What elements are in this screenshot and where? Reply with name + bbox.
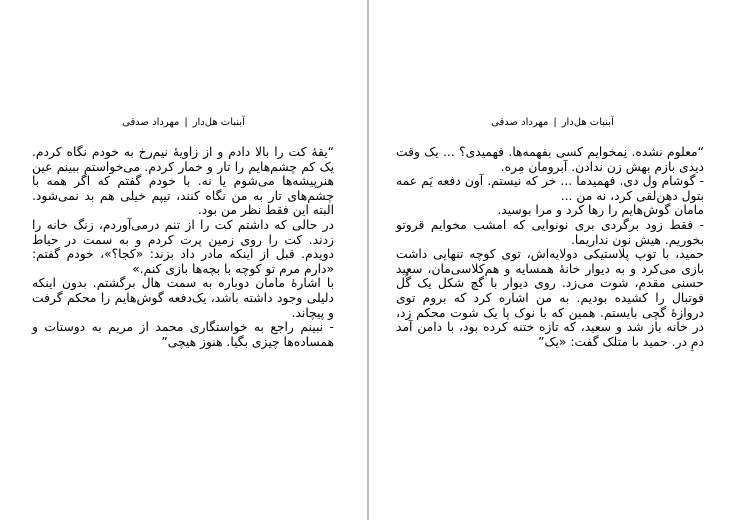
author-name: مهرداد صدقی — [122, 117, 180, 128]
page-body-text: “معلوم نشده. نِمخوایم کسی بفهمه‌ها. فهمیدی؟ ... یک وقت دیدی بازم بهش زن ندادن. آبرومان مِره. - گوشام ول دی. فهمیدما ... خر که نیستم. آون دفعه یَم عمه بتول دهن‌لقی کرد، نه من ... مامان گوش‌هایم را رها کرد و مرا بوسید. - فقط زود برگردی بری نونوایی که امشب مخوایم قروتو بخوریم. هیش نون نداریما. حمید، با توپ پلاستیکی دولایه‌اش، توی کوچه تنهایی داشت بازی می‌کرد و به دیوار خانهٔ همسایه و هم‌کلاسی‌مان، سعید حسنی مقدم، شوت می‌زد. روی دیوار با گچ شکل یک گُل فوتبال را کشیده بودیم. به من اشاره کرد که بروم توی دروازهٔ گچی بایستم. همین که با نوک پا یک شوت محکم زد، در خانه باز شد و سعید، که تازه ختنه کرده بود، با دامن آمد دمِ در. حمید با متلک گفت: «یک” — [396, 145, 704, 349]
header-separator: | — [553, 117, 557, 128]
book-title: آبنبات هل‌دار — [192, 117, 245, 128]
left-page — [0, 0, 367, 520]
header-separator: | — [184, 117, 188, 128]
page-body-text: “یقهٔ کت را بالا دادم و از زاویهٔ نیم‌رخ به خودم نگاه کردم. یک کم چشم‌هایم را تار و خمار کردم. می‌خواستم ببینم عین هنرپیشه‌ها می‌شوم یا نه. با خودم گفتم که اگر همه با چشم‌های تار به من نگاه کنند، تیپم خیلی هم بد نمی‌شود. البته این فقط نظر من بود. در حالی که داشتم کت را از تنم درمی‌آوردم، زنگ خانه را زدند. کت را روی زمین پرت کردم و به سمت در حیاط دویدم. قبل از اینکه مادر داد بزند: «کجا؟»، خودم گفتم: «دارم مرم تو کوچه با بچه‌ها بازی کنم.» با اشارهٔ مامان دوباره به سمت هال برگشتم. بدون اینکه دلیلی وجود داشته باشد، یک‌دفعه گوش‌هایم را محکم گرفت و پیچاند. - نبینم راجع به خواستگاری محمد از مریم به دوستات و همساده‌ها چیزی بگیا. هنوز هیچی” — [32, 145, 334, 349]
right-page — [369, 0, 736, 520]
running-header — [369, 117, 736, 129]
book-title: آبنبات هل‌دار — [561, 117, 614, 128]
running-header — [0, 117, 367, 129]
author-name: مهرداد صدقی — [491, 117, 549, 128]
